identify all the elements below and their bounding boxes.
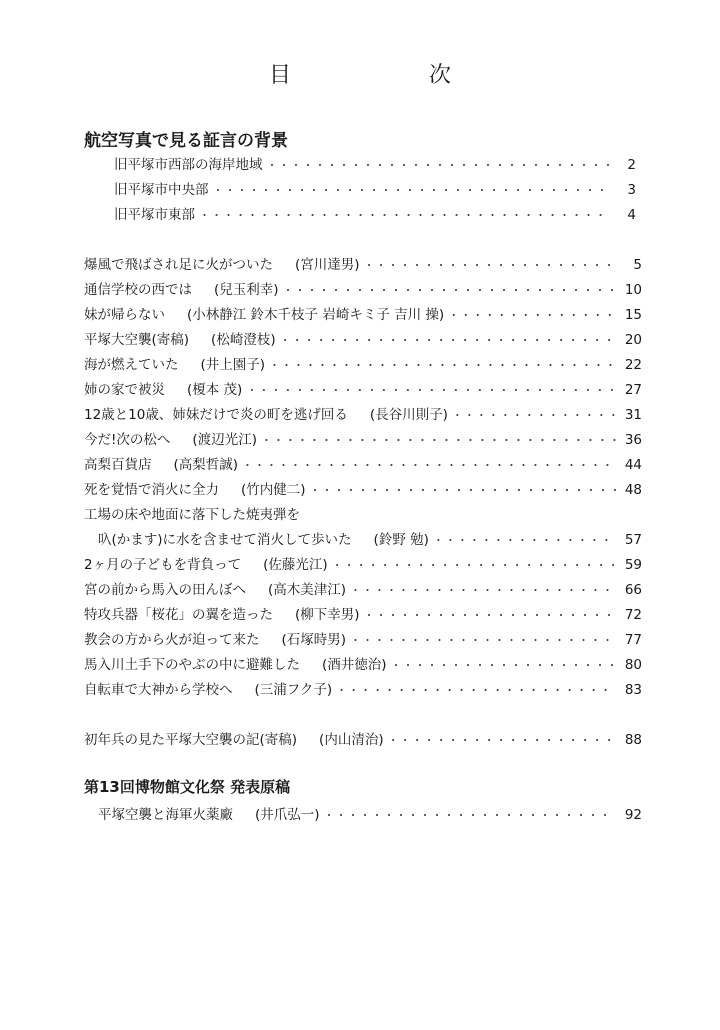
toc-row[interactable] — [98, 803, 642, 823]
toc-page-number: 31 — [624, 407, 642, 423]
toc-title: 爆風で飛ばされ足に火がついた — [84, 257, 273, 273]
toc-author: (佐藤光江) — [263, 557, 328, 573]
leader-dots — [350, 582, 616, 598]
leader-dots — [269, 357, 616, 373]
toc-row[interactable] — [84, 678, 642, 698]
toc-row[interactable] — [84, 378, 642, 398]
toc-page-number: 57 — [624, 532, 642, 548]
leader-dots — [246, 382, 616, 398]
toc-author: (長谷川則子) — [369, 407, 448, 423]
leader-dots — [213, 182, 611, 198]
toc-author: (井上園子) — [200, 357, 266, 373]
toc-title: 教会の方から火が迫って来た — [84, 632, 260, 648]
leader-dots — [332, 557, 616, 573]
toc-title: 平塚空襲と海軍火薬廠 — [98, 807, 233, 823]
toc-title: 叺(かます)に水を含ませて消火して歩いた — [98, 532, 352, 548]
toc-title: 旧平塚市中央部 — [114, 182, 209, 198]
leader-dots — [242, 457, 616, 473]
toc-author: (高木美津江) — [268, 582, 347, 598]
leader-dots — [433, 532, 616, 548]
toc-page-number: 59 — [624, 557, 642, 573]
toc-author: (宮川達男) — [295, 257, 360, 273]
toc-page-number: 48 — [624, 482, 642, 498]
toc-row[interactable] — [98, 528, 642, 548]
toc-title: 初年兵の見た平塚大空襲の記(寄稿) — [84, 732, 298, 748]
toc-author: (兒玉利幸) — [214, 282, 279, 298]
leader-dots — [261, 432, 616, 448]
leader-dots — [364, 257, 616, 273]
toc-page-number: 27 — [624, 382, 642, 398]
toc-row[interactable] — [84, 653, 642, 673]
section-heading-aerial-photos: 航空写真で見る証言の背景 — [84, 131, 288, 151]
leader-dots — [452, 407, 616, 423]
toc-author: (鈴野 勉) — [373, 532, 429, 548]
toc-title: 旧平塚市東部 — [114, 207, 195, 223]
toc-author: (酒井徳治) — [322, 657, 387, 673]
toc-author: (小林静江 鈴木千枝子 岩崎キミ子 吉川 操) — [187, 307, 445, 323]
leader-dots — [199, 207, 610, 223]
toc-row[interactable] — [84, 553, 642, 573]
toc-row-continued[interactable] — [84, 503, 642, 523]
toc-author: (内山清治) — [319, 732, 384, 748]
toc-row[interactable] — [84, 328, 642, 348]
toc-page-number: 66 — [624, 582, 642, 598]
toc-row[interactable] — [84, 728, 642, 748]
toc-author: (三浦フク子) — [254, 682, 333, 698]
toc-title: 特攻兵器「桜花」の翼を造った — [84, 607, 273, 623]
toc-title: 姉の家で被災 — [84, 382, 165, 398]
leader-dots — [350, 632, 616, 648]
leader-dots — [267, 157, 611, 173]
toc-row[interactable] — [84, 353, 642, 373]
toc-page-number: 15 — [624, 307, 642, 323]
toc-page-number: 72 — [624, 607, 642, 623]
toc-row[interactable] — [84, 278, 642, 298]
toc-title: 宮の前から馬入の田んぼへ — [84, 582, 246, 598]
toc-row[interactable] — [84, 478, 642, 498]
toc-row[interactable] — [84, 603, 642, 623]
toc-title: 自転車で大神から学校へ — [84, 682, 233, 698]
toc-author: (井爪弘一) — [255, 807, 320, 823]
toc-row[interactable] — [84, 453, 642, 473]
toc-author: (竹内健二) — [241, 482, 306, 498]
toc-page-number: 80 — [624, 657, 642, 673]
toc-row[interactable] — [84, 253, 642, 273]
toc-title: 12歳と10歳、姉妹だけで炎の町を逃げ回る — [84, 407, 348, 423]
section-heading-culture-festival: 第13回博物館文化祭 発表原稿 — [84, 778, 291, 796]
toc-page-number: 44 — [624, 457, 642, 473]
toc-title: 馬入川土手下のやぶの中に避難した — [84, 657, 300, 673]
toc-page-number: 88 — [624, 732, 642, 748]
toc-page-number: 77 — [624, 632, 642, 648]
toc-page-number: 20 — [624, 332, 642, 348]
toc-title: 工場の床や地面に落下した焼夷弾を — [84, 507, 300, 523]
toc-row[interactable] — [84, 428, 642, 448]
toc-page-number: 36 — [624, 432, 642, 448]
toc-author: (榎本 茂) — [187, 382, 243, 398]
toc-title: 旧平塚市西部の海岸地域 — [114, 157, 263, 173]
leader-dots — [364, 607, 616, 623]
toc-title: 妹が帰らない — [84, 307, 165, 323]
toc-title: 高梨百貨店 — [84, 457, 152, 473]
toc-author: (渡辺光江) — [192, 432, 257, 448]
toc-row[interactable] — [114, 153, 636, 173]
toc-author: (松崎澄枝) — [211, 332, 276, 348]
toc-page-number: 22 — [624, 357, 642, 373]
leader-dots — [391, 657, 616, 673]
toc-author: (柳下幸男) — [295, 607, 360, 623]
toc-row[interactable] — [84, 303, 642, 323]
toc-row[interactable] — [84, 403, 642, 423]
toc-title: 通信学校の西では — [84, 282, 192, 298]
toc-page-number: 92 — [624, 807, 642, 823]
toc-page-number: 2 — [627, 157, 636, 173]
toc-title: 2ヶ月の子どもを背負って — [84, 557, 242, 573]
leader-dots — [283, 282, 616, 298]
toc-row[interactable] — [114, 203, 636, 223]
toc-page-number: 10 — [624, 282, 642, 298]
toc-title: 海が燃えていた — [84, 357, 179, 373]
leader-dots — [324, 807, 616, 823]
toc-title: 平塚大空襲(寄稿) — [84, 332, 190, 348]
toc-author: (石塚時男) — [281, 632, 347, 648]
leader-dots — [310, 482, 616, 498]
toc-row[interactable] — [84, 578, 642, 598]
leader-dots — [280, 332, 616, 348]
toc-page-number: 4 — [627, 207, 636, 223]
leader-dots — [448, 307, 616, 323]
toc-page-number: 5 — [633, 257, 642, 273]
toc-author: (高梨哲誠) — [173, 457, 239, 473]
leader-dots — [336, 682, 616, 698]
toc-row[interactable] — [114, 178, 636, 198]
toc-page-number: 3 — [627, 182, 636, 198]
toc-title: 死を覚悟で消火に全力 — [84, 482, 219, 498]
toc-row[interactable] — [84, 628, 642, 648]
page-title: 目 次 — [268, 63, 509, 88]
leader-dots — [388, 732, 616, 748]
toc-title: 今だ!次の松へ — [84, 432, 171, 448]
toc-page-number: 83 — [624, 682, 642, 698]
